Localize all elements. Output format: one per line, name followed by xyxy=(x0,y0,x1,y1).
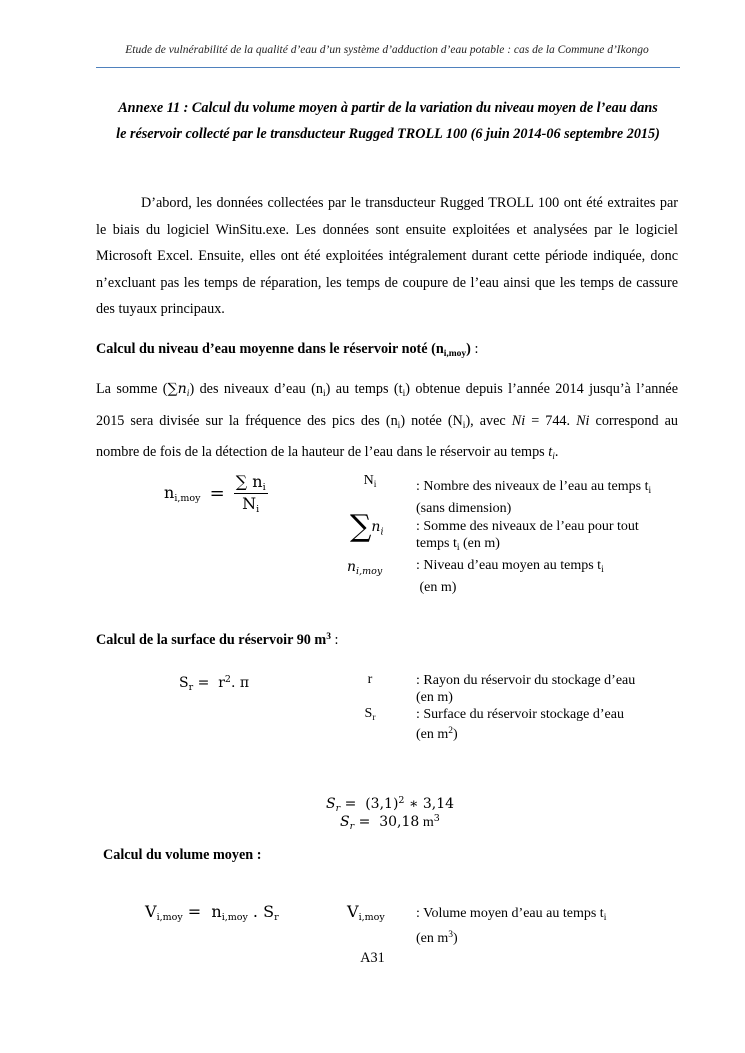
somme-var-h: t xyxy=(548,444,553,460)
calc2-rhs: = 30,18 xyxy=(354,814,420,830)
legend-desc-sum-line2-sub: i xyxy=(456,543,460,553)
section-heading-surface-sup: 3 xyxy=(326,632,331,642)
legend-sym-Ni-sub: i xyxy=(373,480,377,490)
legend-desc-Ni-sub: i xyxy=(648,486,652,496)
calc2-unit: m xyxy=(419,815,434,830)
formula-niveau-den-text: N xyxy=(242,494,257,513)
legend-desc-nimoy-line1: : Niveau d’eau moyen au temps t xyxy=(416,558,602,573)
header-rule xyxy=(96,67,680,68)
formula-surface-rest: = r xyxy=(193,675,225,691)
calc1-sub: r xyxy=(335,803,341,814)
legend-desc-Sr-line1: : Surface du réservoir stockage d’eau xyxy=(416,707,624,722)
legend-desc-nimoy xyxy=(416,557,686,596)
legend-sym-V-text: V xyxy=(347,902,359,921)
calc2-sup: 3 xyxy=(433,813,440,824)
annex-title-line-1: Annexe 11 : Calcul du volume moyen à partir de la variation du niveau moyen de l’eau dans xyxy=(118,100,658,116)
somme-sub-d: i xyxy=(397,420,401,431)
legend-desc-Ni-line1: : Nombre des niveaux de l’eau au temps t xyxy=(416,479,649,494)
calc-surface-line-1 xyxy=(326,795,454,814)
section-heading-niveau-close: ) xyxy=(466,341,471,357)
formula-niveau-eq: = xyxy=(209,483,225,504)
somme-text-f: ), avec xyxy=(465,412,512,429)
legend-big-sum: ∑ xyxy=(350,509,372,544)
legend-sym-Sr-sub: r xyxy=(372,713,376,723)
legend-desc-Sr-sup: 2 xyxy=(448,726,454,736)
formula-surface xyxy=(179,674,249,693)
legend-desc-V-line2: (en m xyxy=(416,931,449,946)
annex-title xyxy=(96,95,680,147)
intro-paragraph: D’abord, les données collectées par le transducteur Rugged TROLL 100 ont été extraites par le biais du logiciel WinSitu.exe. Les données sont ensuite exploitées et analysées par le logiciel Microsoft Excel. Ensuite, elles ont été exploitées intégralement durant cette période indiquée, donc n’excluant pas les temps de réparation, les temps de coupure de l’eau ainsi que les temps de cassure des tuyaux principaux. xyxy=(96,195,678,317)
legend-desc-Sr-line2: (en m xyxy=(416,727,449,742)
somme-sub-c: i xyxy=(402,389,406,399)
somme-text-h: correspond au nombre de fois de la détection de la hauteur de l’eau dans le réservoir au temps xyxy=(96,412,678,460)
calc2-sub: r xyxy=(349,821,355,832)
formula-niveau-lhs-sub: i,moy xyxy=(174,493,201,504)
formula-niveau-fraction xyxy=(234,472,268,515)
formula-volume-eq: = n xyxy=(182,902,222,921)
section-heading-surface-text: Calcul de la surface du réservoir 90 m xyxy=(96,632,327,648)
legend-desc-Sr xyxy=(416,706,686,743)
calc-surface-line-2 xyxy=(340,813,440,832)
section-heading-surface xyxy=(96,632,339,649)
calc1-S: S xyxy=(326,796,336,812)
somme-text-g: = 744. xyxy=(525,412,577,429)
somme-text-e: ) notée (N xyxy=(400,412,463,429)
somme-paragraph xyxy=(96,376,678,471)
section-heading-niveau-colon: : xyxy=(470,341,479,357)
legend-desc-nimoy-sub: i xyxy=(601,565,604,575)
section-heading-volume: Calcul du volume moyen : xyxy=(103,847,262,863)
legend-sym-sum-n: n xyxy=(371,519,381,535)
formula-niveau-lhs xyxy=(164,483,200,502)
legend-sym-nimoy-n: n xyxy=(347,559,357,575)
formula-niveau-den-sub: i xyxy=(256,504,260,515)
legend-sym-sum-sub: i xyxy=(380,526,384,538)
formula-volume-dot: . S xyxy=(247,902,275,921)
formula-surface-sup: 2 xyxy=(224,674,231,685)
somme-text-a: La somme ( xyxy=(96,381,168,397)
legend-desc-sum-line1: : Somme des niveaux de l’eau pour tout xyxy=(416,519,639,534)
somme-sub-h: i xyxy=(552,452,555,462)
formula-niveau-denominator xyxy=(234,494,268,515)
somme-text-d: ) obtenue depuis l’année 2014 jusqu’à l’année 2015 sera divisée sur la fréquence des pics des (n xyxy=(96,381,679,429)
legend-desc-sum-ni xyxy=(416,518,686,557)
legend-desc-Ni-line2: (sans dimension) xyxy=(416,501,512,516)
somme-var-g: Ni xyxy=(576,412,590,429)
somme-sub-e: i xyxy=(462,420,466,431)
legend-sym-V-sub: i,moy xyxy=(358,912,385,923)
section-heading-niveau-sub: i,moy xyxy=(443,349,467,359)
section-heading-surface-colon: : xyxy=(331,632,339,648)
annex-title-line-2: le réservoir collecté par le transducteur Rugged TROLL 100 (6 juin 2014-06 septembre 2015) xyxy=(116,126,660,142)
legend-desc-V-sup: 3 xyxy=(448,930,454,940)
ni-var: n xyxy=(177,381,187,397)
calc1-sup: 2 xyxy=(398,795,405,806)
formula-surface-sub: r xyxy=(188,682,194,693)
formula-volume xyxy=(145,902,279,923)
legend-sym-Ni-text: N xyxy=(363,473,374,488)
calc2-S: S xyxy=(340,814,350,830)
ni-var-sub: i xyxy=(186,389,190,399)
formula-surface-end: . π xyxy=(230,675,250,691)
legend-sym-r-text: r xyxy=(367,672,373,687)
section-heading-niveau xyxy=(96,341,478,359)
legend-desc-V-sub: i xyxy=(603,913,607,923)
legend-desc-V-end: ) xyxy=(453,931,458,946)
legend-sym-sum-ni xyxy=(350,509,384,544)
page-number: A31 xyxy=(360,950,385,966)
formula-volume-n-sub: i,moy xyxy=(221,912,248,923)
calc1-rhs: = (3,1) xyxy=(340,796,399,812)
somme-end: . xyxy=(554,444,559,460)
legend-sym-Sr xyxy=(360,706,380,723)
formula-volume-S-sub: r xyxy=(274,912,279,923)
somme-text-c: ) au temps (t xyxy=(325,381,403,397)
formula-surface-S: S xyxy=(179,675,189,691)
formula-niveau-num-sub: i xyxy=(262,482,266,493)
legend-desc-r-line1: : Rayon du réservoir du stockage d’eau xyxy=(416,673,636,688)
calc1-end: ∗ 3,14 xyxy=(404,796,455,812)
legend-sym-r xyxy=(360,672,380,688)
legend-desc-sum-line2: temps t xyxy=(416,536,457,551)
legend-sym-Sr-text: S xyxy=(364,706,373,721)
section-heading-niveau-text: Calcul du niveau d’eau moyenne dans le réservoir noté (n xyxy=(96,341,444,357)
sum-symbol: ∑ xyxy=(167,381,178,397)
somme-sub-b: i xyxy=(322,389,326,399)
legend-desc-sum-line2-end: (en m) xyxy=(459,536,500,551)
legend-sym-Ni xyxy=(358,473,382,490)
formula-niveau-numerator xyxy=(234,472,268,494)
legend-desc-r xyxy=(416,672,686,706)
somme-text-b: ) des niveaux d’eau (n xyxy=(189,381,323,397)
legend-desc-Sr-end: ) xyxy=(453,727,458,742)
legend-desc-V xyxy=(416,905,686,947)
legend-sym-nimoy-sub: i,moy xyxy=(356,566,383,577)
legend-desc-V-line1: : Volume moyen d’eau au temps t xyxy=(416,906,604,921)
legend-desc-Ni xyxy=(416,478,686,517)
formula-volume-V: V xyxy=(145,902,157,921)
legend-desc-r-line2: (en m) xyxy=(416,690,453,705)
legend-sym-nimoy xyxy=(347,559,382,577)
formula-niveau-moyen xyxy=(164,472,268,515)
formula-niveau-num-text: ∑ n xyxy=(235,472,263,491)
running-header: Etude de vulnérabilité de la qualité d’eau d’un système d’adduction d’eau potable : cas de la Commune d’Ikongo xyxy=(125,44,649,56)
legend-sym-V xyxy=(347,902,385,923)
somme-var-f: Ni xyxy=(511,412,526,429)
legend-desc-nimoy-line2: (en m) xyxy=(416,580,457,595)
formula-niveau-lhs-n: n xyxy=(164,483,175,502)
formula-volume-V-sub: i,moy xyxy=(156,912,183,923)
